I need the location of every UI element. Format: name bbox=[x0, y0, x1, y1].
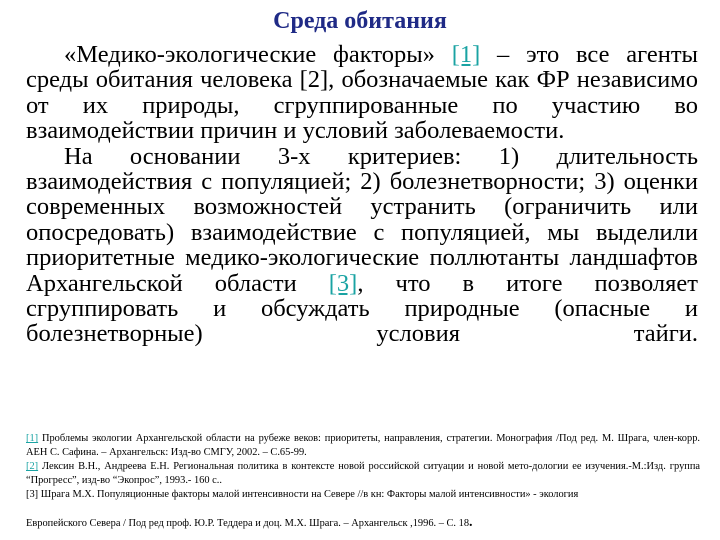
footnote-2-text: Лексин В.Н., Андреева Е.Н. Региональная политика в контексте новой российской ситуации и новой мето-дологии ее изучения.-М.:Изд. группа “Прогресс”, изд-во “Экопрос”, 1993.- 160 с.. bbox=[26, 461, 700, 486]
paragraph-2-text: На основании 3-х критериев: 1) длительность взаимодействия с популяцией; 2) болезнетворности; 3) оценки современных возможностей устранить (ограничить или опосредовать) взаимодействие с популяцией, мы выделили приоритетные медико-экологические поллютанты ландшафтов Архангельской области bbox=[26, 142, 698, 297]
footnotes bbox=[26, 432, 700, 531]
footnote-gap bbox=[26, 502, 700, 516]
footnote-3-cont-text: Европейского Севера / Под ред проф. Ю.Р. Теддера и доц. М.Х. Шрага. – Архангельск ,1996. – С. 18 bbox=[26, 518, 470, 529]
paragraph-2-text-cont: , что в итоге позволяет сгруппировать и обсуждать природные (опасные и болезнетворные) условия тайги. bbox=[26, 269, 698, 348]
footnote-2-link[interactable]: [2] bbox=[26, 461, 39, 472]
paragraph-1 bbox=[26, 42, 698, 144]
reference-link-3[interactable]: [3] bbox=[328, 269, 358, 297]
footnote-2 bbox=[26, 460, 700, 488]
footnote-3-end-dot: . bbox=[469, 515, 473, 530]
footnote-3-continuation bbox=[26, 516, 700, 531]
paragraph-1-text: «Медико-экологические факторы» bbox=[64, 41, 452, 68]
footnote-1-link[interactable]: [1] bbox=[26, 433, 39, 444]
footnote-1-text: Проблемы экологии Архангельской области на рубеже веков: приоритеты, направления, стратегии. Монография /Под ред. М. Шрага, член-корр. АЕН С. Сафина. – Архангельск: Изд-во СМГУ, 2002. – С.65-99. bbox=[26, 433, 700, 458]
paragraph-1-text-cont: – это все агенты среды обитания человека [2], обозначаемые как ФР независимо от их природы, сгруппированные по участию во взаимодействии причин и условий заболеваемости. bbox=[26, 41, 699, 145]
footnote-3: [3] Шрага М.Х. Популяционные факторы малой интенсивности на Севере //в кн: Факторы малой интенсивности» - экология bbox=[26, 489, 579, 500]
footnote-1 bbox=[26, 432, 700, 460]
main-text bbox=[26, 42, 698, 347]
paragraph-2 bbox=[26, 144, 698, 347]
page-title: Среда обитания bbox=[273, 8, 447, 34]
reference-link-1[interactable]: [1] bbox=[451, 41, 481, 68]
